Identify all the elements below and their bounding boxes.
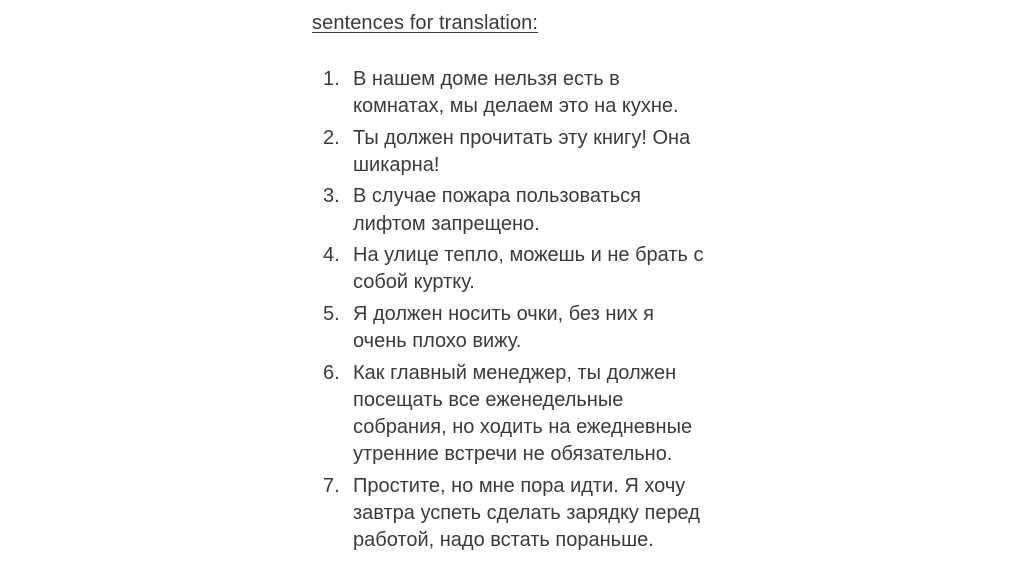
- item-line: На улице тепло, можешь и не брать с: [353, 244, 704, 267]
- item-line: лифтом запрещено.: [353, 212, 540, 235]
- item-line: Ты должен прочитать эту книгу! Она: [353, 126, 691, 149]
- sentence-list: [312, 66, 742, 559]
- heading: sentences for translation:: [312, 12, 539, 34]
- item-number: 4.: [323, 244, 340, 267]
- item-line: В случае пожара пользоваться: [353, 185, 641, 208]
- list-item: [312, 125, 742, 179]
- item-number: 7.: [323, 474, 340, 497]
- item-line: очень плохо вижу.: [353, 330, 522, 353]
- item-line: Как главный менеджер, ты должен: [353, 361, 677, 384]
- item-line: собой куртку.: [353, 271, 475, 294]
- item-number: 2.: [323, 126, 340, 149]
- item-line: шикарна!: [353, 153, 440, 176]
- item-line: посещать все еженедельные: [353, 388, 624, 411]
- item-line: комнатах, мы делаем это на кухне.: [353, 95, 679, 118]
- item-line: Простите, но мне пора идти. Я хочу: [353, 474, 686, 497]
- item-line: В нашем доме нельзя есть в: [353, 68, 620, 90]
- list-item: [312, 66, 742, 120]
- item-number: 1.: [323, 68, 340, 90]
- item-number: 6.: [323, 361, 340, 384]
- list-item: [312, 360, 742, 469]
- item-line: работой, надо встать пораньше.: [353, 529, 654, 552]
- item-line: завтра успеть сделать зарядку перед: [353, 501, 700, 524]
- item-number: 5.: [323, 302, 340, 325]
- list-item: [312, 183, 742, 237]
- item-line: Я должен носить очки, без них я: [353, 302, 654, 325]
- list-item: [312, 301, 742, 355]
- list-item: [312, 242, 742, 296]
- list-item: [312, 473, 742, 555]
- item-line: собрания, но ходить на ежедневные: [353, 415, 693, 438]
- item-line: утренние встречи не обязательно.: [353, 443, 673, 466]
- item-number: 3.: [323, 185, 340, 208]
